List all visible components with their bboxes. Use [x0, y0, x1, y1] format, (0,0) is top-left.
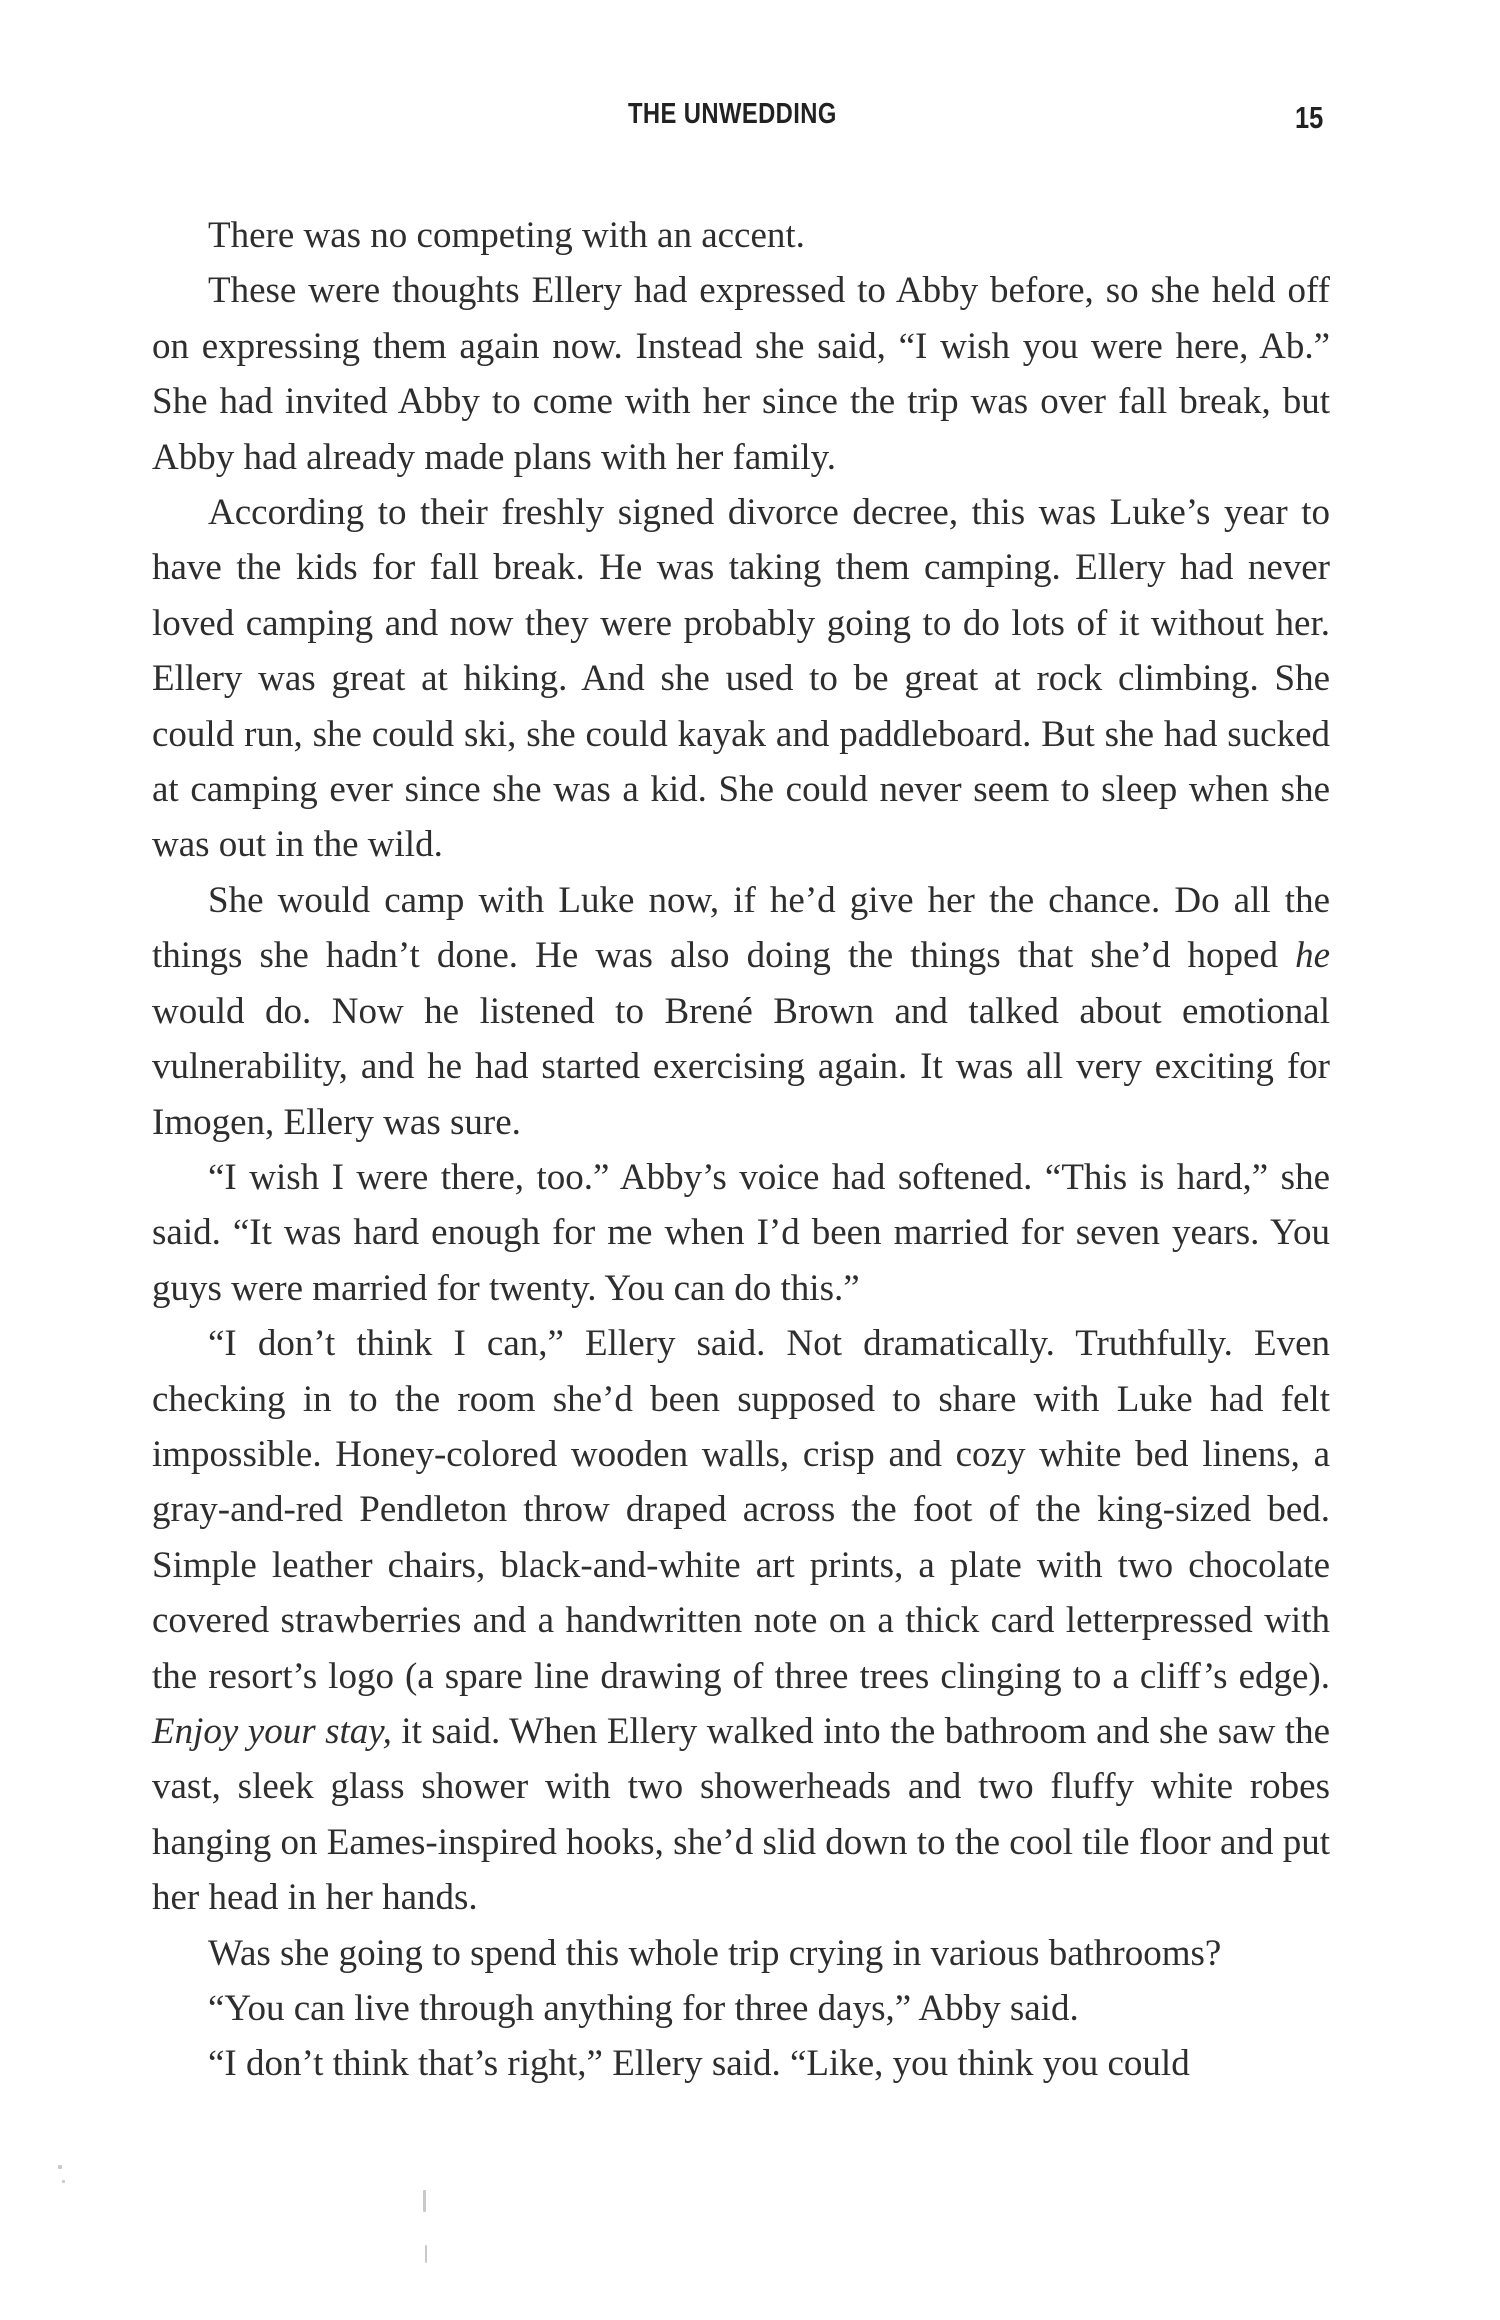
paragraph [152, 1316, 1330, 1925]
scan-speck [62, 2180, 65, 2183]
scan-speck [425, 2245, 427, 2263]
paragraph [152, 873, 1330, 1150]
text-run: it said. When Ellery walked into the bathroom and she saw the vast, sleek glass shower with two showerheads and two fluffy white robes hanging on Eames-inspired hooks, she’d slid down to the cool tile floor and put her head in her hands. [152, 1710, 1330, 1919]
text-run: “I don’t think I can,” Ellery said. Not dramatically. Truthfully. Even checking in to the room she’d been supposed to share with Luke had felt impossible. Honey-colored wooden walls, crisp and cozy white bed linens, a gray-and-red Pendleton throw draped across the foot of the king-sized bed. Simple leather chairs, black-and-white art prints, a plate with two chocolate covered strawberries and a handwritten note on a thick card letterpressed with the resort’s logo (a spare line drawing of three trees clinging to a cliff’s edge). [152, 1323, 1330, 1697]
italic-text: Enjoy your stay, [152, 1710, 392, 1752]
paragraph: “I wish I were there, too.” Abby’s voice had softened. “This is hard,” she said. “It was hard enough for me when I’d been married for seven years. You guys were married for twenty. You can do this.” [152, 1156, 1330, 1309]
page-number: 15 [1295, 100, 1324, 135]
italic-text: he [1295, 935, 1330, 977]
text-run: would do. Now he listened to Brené Brown and talked about emotional vulnerability, and he had started exercising again. It was all very exciting for Imogen, Ellery was sure. [152, 990, 1330, 1143]
text-run: She would camp with Luke now, if he’d give her the chance. Do all the things she hadn’t done. He was also doing the things that she’d hoped [152, 879, 1330, 977]
paragraph: These were thoughts Ellery had expressed to Abby before, so she held off on expressing them again now. Instead she said, “I wish you were here, Ab.” She had invited Abby to come with her since the trip was over fall break, but Abby had already made plans with her family. [152, 270, 1330, 478]
running-title: THE UNWEDDING [628, 98, 837, 130]
scan-speck [58, 2165, 62, 2169]
paragraph: There was no competing with an accent. [208, 215, 805, 256]
paragraph: “You can live through anything for three days,” Abby said. [208, 1988, 1079, 2029]
scan-speck [423, 2190, 426, 2212]
body-text [152, 208, 1330, 2092]
paragraph: According to their freshly signed divorce decree, this was Luke’s year to have the kids for fall break. He was taking them camping. Ellery had never loved camping and now they were probably going to do lots of it without her. Ellery was great at hiking. And she used to be great at rock climbing. She could run, she could ski, she could kayak and paddleboard. But she had sucked at camping ever since she was a kid. She could never seem to sleep when she was out in the wild. [152, 492, 1330, 866]
paragraph: “I don’t think that’s right,” Ellery said. “Like, you think you could [208, 2043, 1190, 2085]
paragraph: Was she going to spend this whole trip crying in various bathrooms? [208, 1932, 1222, 1974]
